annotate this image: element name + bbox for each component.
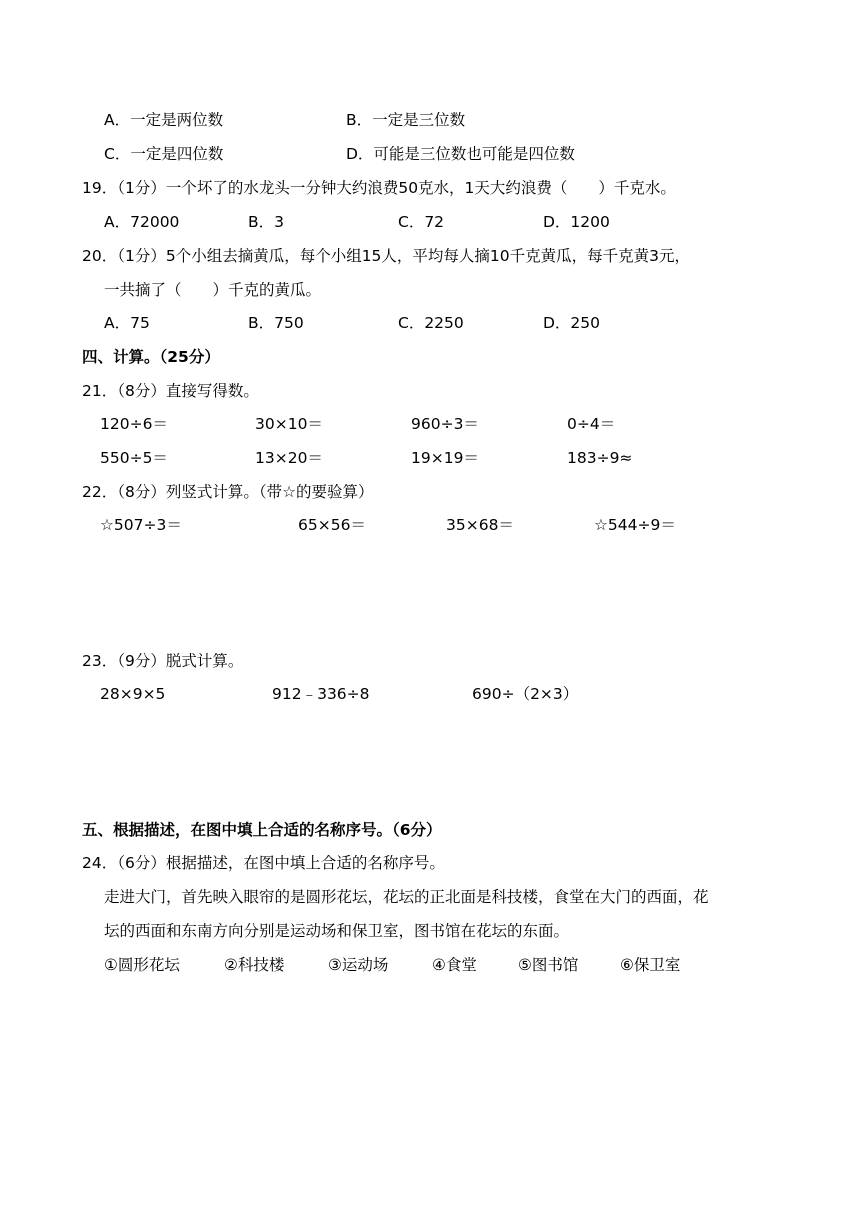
q19-stem: 19．（1分）一个坏了的水龙头一分钟大约浪费50克水，1天大约浪费（ ）千克水。 bbox=[82, 179, 676, 197]
q22-item: 35×68＝ bbox=[446, 516, 514, 534]
q24-name-item: ⑥保卫室 bbox=[620, 956, 681, 974]
q23-item: 912﹣336÷8 bbox=[272, 685, 370, 703]
q19-option-a: A．72000 bbox=[104, 213, 180, 231]
q22-item: ☆507÷3＝ bbox=[100, 516, 182, 534]
q18-option-c: C．一定是四位数 bbox=[104, 145, 224, 163]
q21-stem: 21．（8分）直接写得数。 bbox=[82, 382, 259, 400]
q24-name-item: ②科技楼 bbox=[224, 956, 285, 974]
q22-item: ☆544÷9＝ bbox=[594, 516, 676, 534]
q20-option-b: B．750 bbox=[248, 314, 304, 332]
q21-item: 183÷9≈ bbox=[567, 449, 633, 467]
q18-option-d: D．可能是三位数也可能是四位数 bbox=[346, 145, 575, 163]
section5-title: 五、根据描述，在图中填上合适的名称序号。（6分） bbox=[82, 821, 442, 839]
q24-desc-line1: 走进大门，首先映入眼帘的是圆形花坛，花坛的正北面是科技楼，食堂在大门的西面，花 bbox=[104, 888, 709, 906]
q21-item: 0÷4＝ bbox=[567, 415, 616, 433]
q21-item: 19×19＝ bbox=[411, 449, 479, 467]
q22-item: 65×56＝ bbox=[298, 516, 366, 534]
q19-option-b: B．3 bbox=[248, 213, 284, 231]
q20-option-c: C．2250 bbox=[398, 314, 464, 332]
q21-item: 550÷5＝ bbox=[100, 449, 168, 467]
q24-name-item: ③运动场 bbox=[328, 956, 389, 974]
q23-stem: 23．（9分）脱式计算。 bbox=[82, 652, 244, 670]
q18-option-a: A．一定是两位数 bbox=[104, 111, 224, 129]
q21-item: 120÷6＝ bbox=[100, 415, 168, 433]
q24-desc-line2: 坛的西面和东南方向分别是运动场和保卫室，图书馆在花坛的东面。 bbox=[104, 922, 570, 940]
q21-item: 30×10＝ bbox=[255, 415, 323, 433]
q21-item: 13×20＝ bbox=[255, 449, 323, 467]
q19-option-c: C．72 bbox=[398, 213, 445, 231]
q20-option-a: A．75 bbox=[104, 314, 150, 332]
q20-stem-line1: 20．（1分）5个小组去摘黄瓜，每个小组15人，平均每人摘10千克黄瓜，每千克黄3元， bbox=[82, 247, 691, 265]
q24-name-item: ⑤图书馆 bbox=[518, 956, 579, 974]
q23-item: 28×9×5 bbox=[100, 685, 166, 703]
q24-name-item: ①圆形花坛 bbox=[104, 956, 180, 974]
q20-option-d: D．250 bbox=[543, 314, 601, 332]
q24-name-item: ④食堂 bbox=[432, 956, 477, 974]
q21-item: 960÷3＝ bbox=[411, 415, 479, 433]
section4-title: 四、计算。（25分） bbox=[82, 348, 220, 366]
q18-option-b: B．一定是三位数 bbox=[346, 111, 466, 129]
q24-stem: 24．（6分）根据描述，在图中填上合适的名称序号。 bbox=[82, 854, 445, 872]
q19-option-d: D．1200 bbox=[543, 213, 610, 231]
q20-stem-line2: 一共摘了（ ）千克的黄瓜。 bbox=[104, 281, 322, 299]
q23-item: 690÷（2×3） bbox=[472, 685, 579, 703]
q22-stem: 22．（8分）列竖式计算。（带☆的要验算） bbox=[82, 483, 374, 501]
